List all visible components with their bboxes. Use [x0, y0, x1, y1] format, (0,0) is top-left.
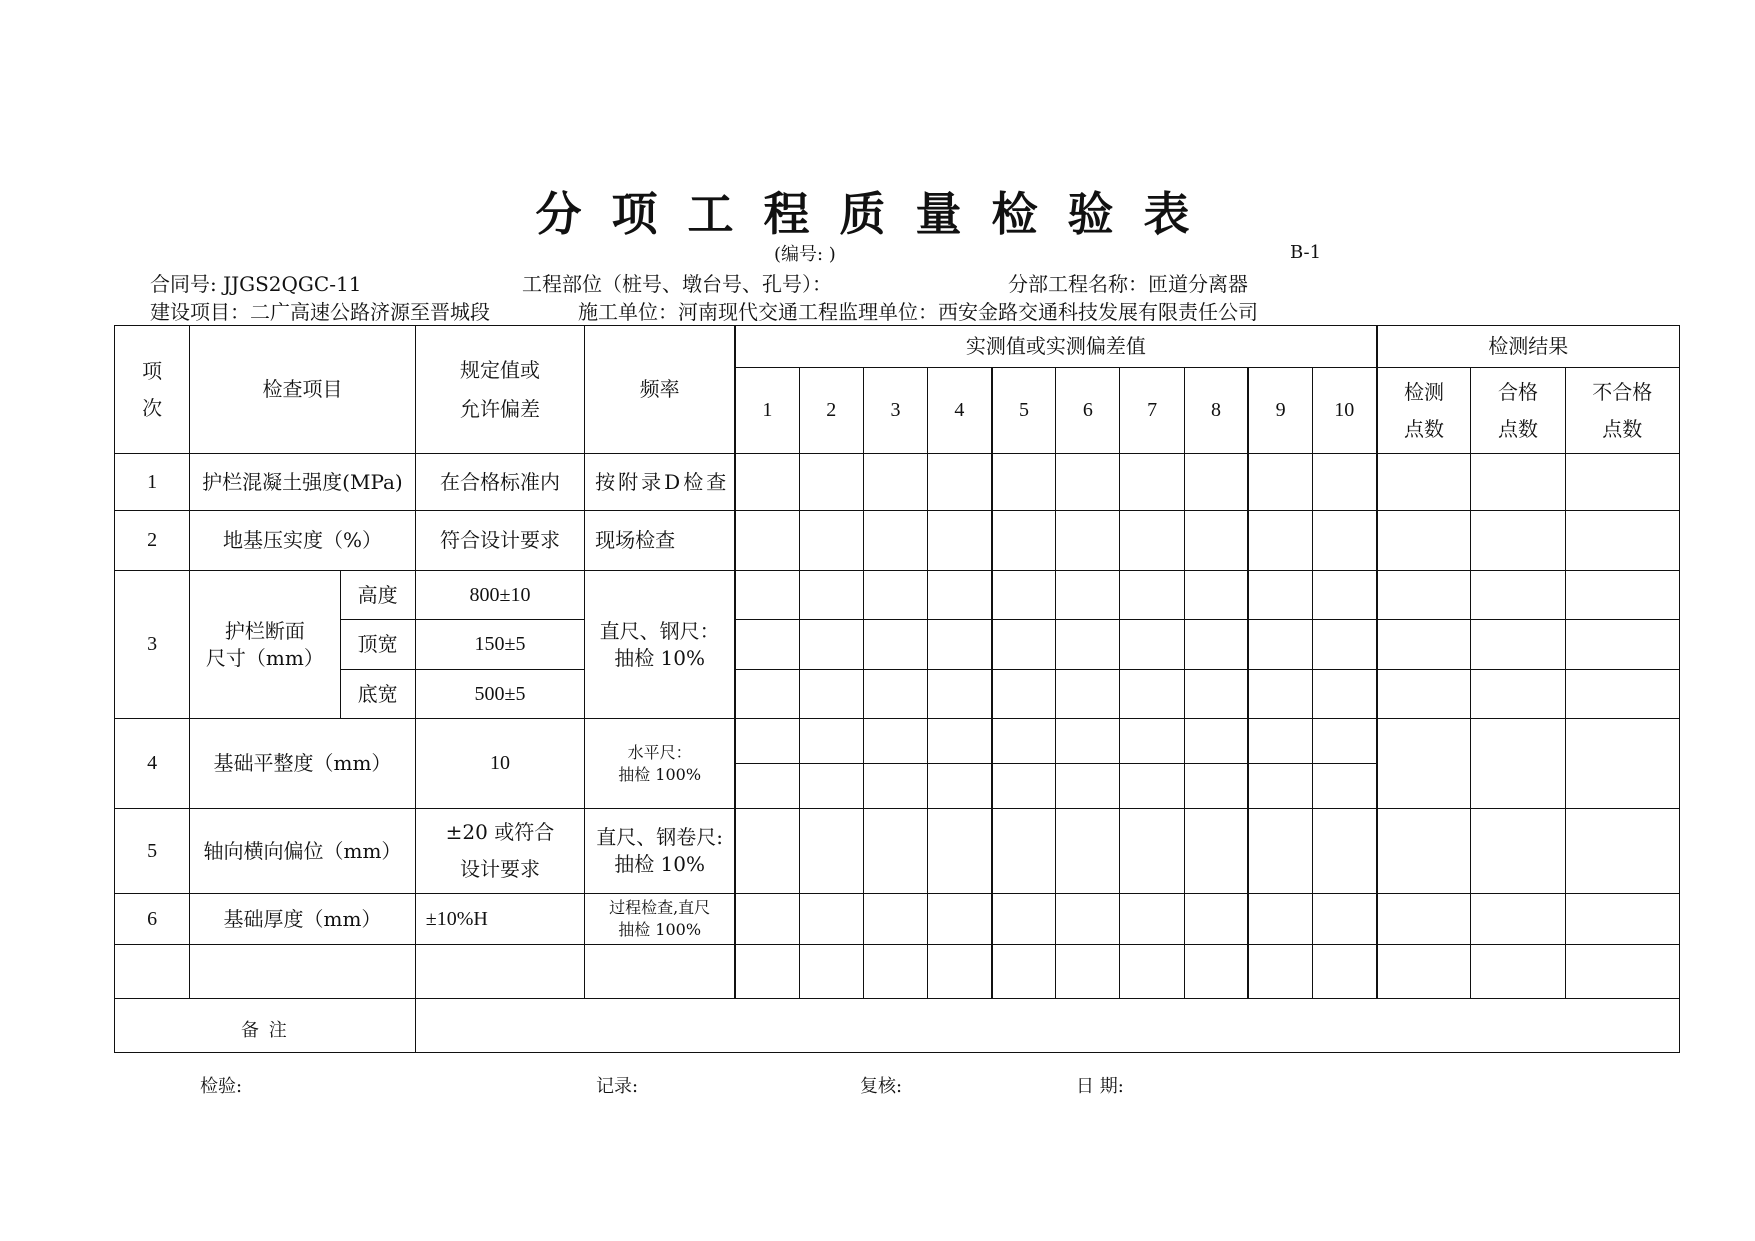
col-header-6: 6: [1056, 368, 1120, 454]
header-spec-line2: 允许偏差: [459, 396, 540, 421]
row-frequency: 现场检查: [585, 511, 735, 571]
sub-item-bottom-width: 底宽: [340, 670, 415, 719]
header-fail: [1565, 368, 1679, 454]
table-row: [115, 620, 1680, 670]
row-no: 3: [115, 571, 190, 719]
table-row-empty: [115, 945, 1680, 999]
header-spec-line1: 规定值或: [459, 357, 540, 382]
table-row: [115, 894, 1680, 945]
col-header-2: 2: [799, 368, 863, 454]
form-id: B-1: [1290, 242, 1322, 263]
header-fail-line1: 不合格: [1592, 379, 1653, 404]
row-frequency: [585, 719, 735, 809]
col-header-5: 5: [992, 368, 1056, 454]
recorder-label: 记录:: [596, 1076, 639, 1097]
construction-project: 建设项目：二广高速公路济源至晋城段: [150, 300, 490, 324]
row-no: 1: [115, 454, 190, 511]
table-row: [115, 670, 1680, 719]
row-frequency: [585, 571, 735, 719]
header-item-no-line2: 次: [142, 395, 163, 420]
col-header-8: 8: [1184, 368, 1248, 454]
header-fail-line2: 点数: [1602, 416, 1643, 441]
row-item: 地基压实度（%）: [190, 511, 416, 571]
col-header-7: 7: [1120, 368, 1184, 454]
code-label: (编号: ): [774, 244, 836, 265]
reviewer-label: 复核:: [860, 1076, 903, 1097]
row-item-line2: 尺寸（mm）: [205, 645, 324, 670]
header-row: [115, 326, 1680, 368]
col-header-1: 1: [735, 368, 799, 454]
sub-project: 分部工程名称：匝道分离器: [1008, 272, 1248, 296]
row-frequency-line1: 直尺、钢尺：: [599, 618, 720, 643]
row-frequency-line2: 抽检 10%: [614, 645, 706, 670]
table-row: [115, 809, 1680, 894]
header-frequency: 频率: [585, 326, 735, 454]
inspection-table: [114, 325, 1680, 1053]
header-spec: [415, 326, 584, 454]
col-header-9: 9: [1248, 368, 1312, 454]
col-header-4: 4: [928, 368, 992, 454]
work-location: 工程部位（桩号、墩台号、孔号）：: [522, 272, 832, 296]
row-frequency: [585, 894, 735, 945]
remarks-row: [115, 999, 1680, 1053]
header-pass-line2: 点数: [1497, 416, 1538, 441]
sub-spec-bottom-width: 500±5: [415, 670, 584, 719]
row-frequency-line1: 过程检查,直尺: [609, 898, 711, 918]
header-check-item: 检查项目: [190, 326, 416, 454]
header-pass: [1471, 368, 1565, 454]
row-frequency-line1: 直尺、钢卷尺:: [596, 825, 723, 849]
header-pass-line1: 合格: [1497, 379, 1538, 404]
row-spec: 符合设计要求: [415, 511, 584, 571]
header-points: [1377, 368, 1471, 454]
row-item: 轴向横向偏位（mm）: [190, 809, 416, 894]
table-row: [115, 454, 1680, 511]
row-frequency: 按附录D检查: [585, 454, 735, 511]
row-item: 基础厚度（mm）: [190, 894, 416, 945]
remarks-content: [415, 999, 1679, 1053]
header-points-line2: 点数: [1403, 416, 1444, 441]
table-row: [115, 571, 1680, 620]
contract-no: 合同号: JJGS2QGC-11: [150, 272, 362, 296]
contractor: 施工单位：河南现代交通工程监理单位：西安金路交通科技发展有限责任公司: [578, 300, 1258, 324]
header-item-no-line1: 项: [142, 358, 163, 383]
row-no: 4: [115, 719, 190, 809]
sub-item-height: 高度: [340, 571, 415, 620]
row-item: 基础平整度（mm）: [190, 719, 416, 809]
inspector-label: 检验:: [200, 1076, 243, 1097]
row-no: 6: [115, 894, 190, 945]
row-item: [190, 571, 340, 719]
remarks-label: 备 注: [115, 999, 416, 1053]
table-row: [115, 719, 1680, 764]
col-header-10: 10: [1312, 368, 1376, 454]
sub-spec-top-width: 150±5: [415, 620, 584, 670]
row-spec-line2: 设计要求: [459, 857, 540, 881]
row-item-line1: 护栏断面: [224, 618, 305, 643]
row-spec: ±10%H: [415, 894, 584, 945]
row-frequency: [585, 809, 735, 894]
row-spec: [415, 809, 584, 894]
header-points-line1: 检测: [1403, 379, 1444, 404]
page-title: 分项工程质量检验表: [535, 187, 1220, 241]
date-label: 日 期:: [1076, 1076, 1124, 1097]
header-item-no: [115, 326, 190, 454]
row-frequency-line2: 抽检 10%: [614, 852, 706, 876]
row-no: 5: [115, 809, 190, 894]
row-no: 2: [115, 511, 190, 571]
header-measured: 实测值或实测偏差值: [735, 326, 1377, 368]
row-spec: 在合格标准内: [415, 454, 584, 511]
sub-item-top-width: 顶宽: [340, 620, 415, 670]
row-frequency-line2: 抽检 100%: [618, 920, 702, 939]
sub-spec-height: 800±10: [415, 571, 584, 620]
row-item: 护栏混凝土强度(MPa): [190, 454, 416, 511]
row-spec-line1: ±20 或符合: [445, 820, 555, 844]
row-frequency-line2: 抽检 100%: [618, 764, 702, 784]
header-result: 检测结果: [1377, 326, 1680, 368]
row-frequency-line1: 水平尺：: [627, 742, 692, 762]
table-row: [115, 511, 1680, 571]
col-header-3: 3: [863, 368, 927, 454]
row-spec: 10: [415, 719, 584, 809]
